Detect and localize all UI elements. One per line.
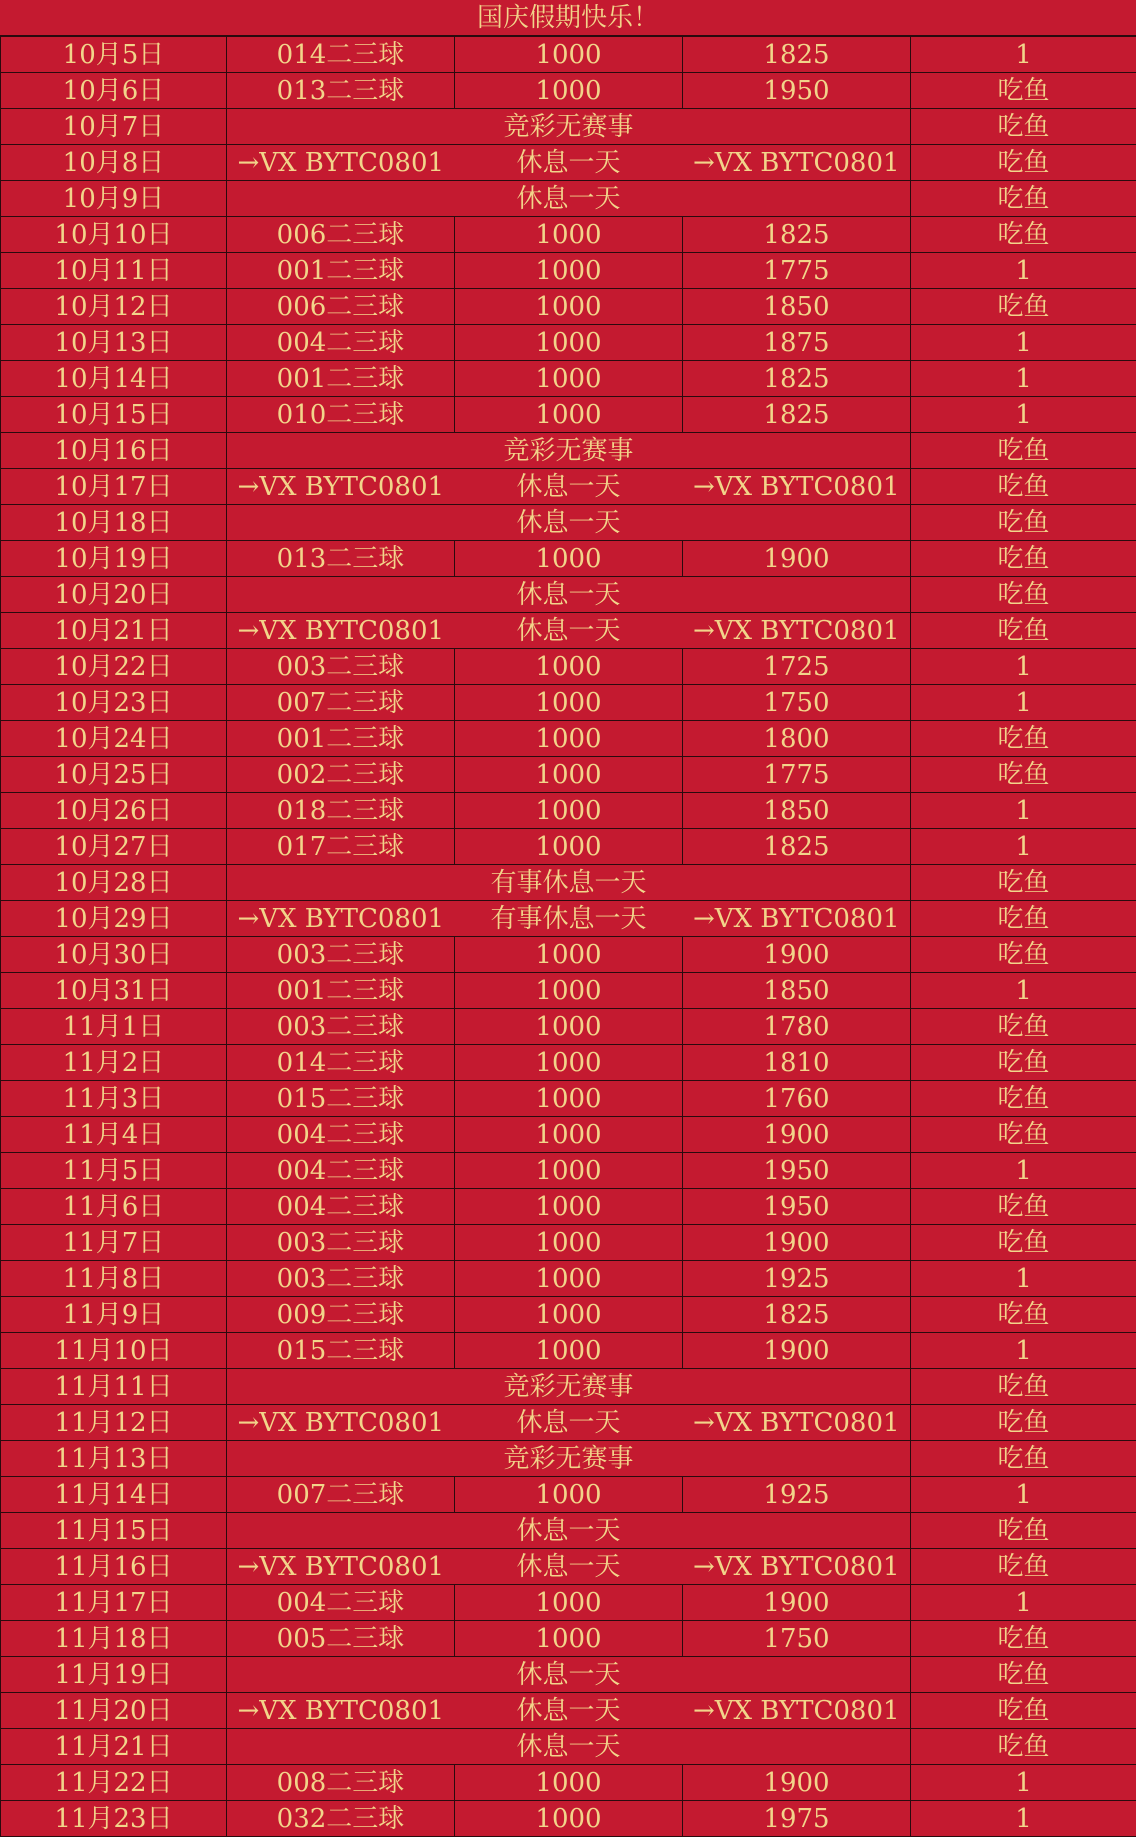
table-row [1, 1297, 1136, 1333]
row-date: 10月27日 [1, 829, 227, 865]
record-table [0, 36, 1136, 1837]
row-contact-left: →VX BYTC0801 [227, 901, 455, 937]
table-row [1, 253, 1136, 289]
table-row [1, 1765, 1136, 1801]
row-result: 吃鱼 [911, 1081, 1136, 1117]
row-note: 有事休息一天 [227, 865, 911, 901]
row-date: 11月10日 [1, 1333, 227, 1369]
table-row [1, 37, 1136, 73]
row-stake: 1000 [455, 397, 683, 433]
row-result: 吃鱼 [911, 1657, 1136, 1693]
row-return: 1925 [683, 1261, 911, 1297]
table-row [1, 1189, 1136, 1225]
row-pick: 032二三球 [227, 1801, 455, 1837]
row-result: 吃鱼 [911, 1189, 1136, 1225]
row-result: 1 [911, 253, 1136, 289]
row-date: 10月23日 [1, 685, 227, 721]
table-row [1, 1513, 1136, 1549]
row-result: 吃鱼 [911, 109, 1136, 145]
row-pick: 009二三球 [227, 1297, 455, 1333]
row-return: 1780 [683, 1009, 911, 1045]
row-date: 10月7日 [1, 109, 227, 145]
row-pick: 001二三球 [227, 721, 455, 757]
row-contact-right: →VX BYTC0801 [683, 1405, 911, 1441]
row-contact-left: →VX BYTC0801 [227, 145, 455, 181]
row-date: 11月1日 [1, 1009, 227, 1045]
table-row [1, 361, 1136, 397]
row-result: 吃鱼 [911, 217, 1136, 253]
table-row [1, 1621, 1136, 1657]
table-row [1, 721, 1136, 757]
row-contact-right: →VX BYTC0801 [683, 1549, 911, 1585]
table-row [1, 577, 1136, 613]
row-return: 1800 [683, 721, 911, 757]
row-date: 10月18日 [1, 505, 227, 541]
row-stake: 1000 [455, 829, 683, 865]
row-date: 11月19日 [1, 1657, 227, 1693]
row-result: 1 [911, 973, 1136, 1009]
row-return: 1900 [683, 1117, 911, 1153]
row-stake: 1000 [455, 1045, 683, 1081]
row-pick: 014二三球 [227, 37, 455, 73]
row-result: 吃鱼 [911, 1693, 1136, 1729]
row-return: 1950 [683, 1153, 911, 1189]
row-stake: 1000 [455, 685, 683, 721]
row-result: 吃鱼 [911, 865, 1136, 901]
table-row [1, 973, 1136, 1009]
row-date: 11月18日 [1, 1621, 227, 1657]
table-row [1, 1693, 1136, 1729]
row-pick: 013二三球 [227, 73, 455, 109]
row-contact-left: →VX BYTC0801 [227, 469, 455, 505]
row-result: 吃鱼 [911, 145, 1136, 181]
table-row [1, 1117, 1136, 1153]
row-pick: 007二三球 [227, 1477, 455, 1513]
table-row [1, 505, 1136, 541]
row-contact-right: →VX BYTC0801 [683, 901, 911, 937]
row-stake: 1000 [455, 1333, 683, 1369]
row-note: 竞彩无赛事 [227, 1369, 911, 1405]
row-result: 吃鱼 [911, 757, 1136, 793]
row-date: 10月19日 [1, 541, 227, 577]
row-date: 10月20日 [1, 577, 227, 613]
row-result: 吃鱼 [911, 433, 1136, 469]
table-row [1, 181, 1136, 217]
row-pick: 017二三球 [227, 829, 455, 865]
row-result: 1 [911, 325, 1136, 361]
row-return: 1900 [683, 541, 911, 577]
table-row [1, 1657, 1136, 1693]
table-row [1, 73, 1136, 109]
row-note: 竞彩无赛事 [227, 109, 911, 145]
row-date: 11月6日 [1, 1189, 227, 1225]
row-date: 10月13日 [1, 325, 227, 361]
row-result: 吃鱼 [911, 1549, 1136, 1585]
row-note: 竞彩无赛事 [227, 433, 911, 469]
sheet-title: 国庆假期快乐！ [0, 0, 1136, 36]
row-return: 1825 [683, 361, 911, 397]
table-row [1, 1225, 1136, 1261]
row-result: 1 [911, 1585, 1136, 1621]
row-result: 1 [911, 829, 1136, 865]
row-date: 10月12日 [1, 289, 227, 325]
row-result: 1 [911, 1333, 1136, 1369]
row-stake: 1000 [455, 253, 683, 289]
row-result: 吃鱼 [911, 577, 1136, 613]
row-pick: 003二三球 [227, 649, 455, 685]
row-result: 吃鱼 [911, 937, 1136, 973]
row-date: 11月7日 [1, 1225, 227, 1261]
row-note: 竞彩无赛事 [227, 1441, 911, 1477]
row-stake: 1000 [455, 325, 683, 361]
row-contact-right: →VX BYTC0801 [683, 1693, 911, 1729]
row-result: 吃鱼 [911, 1441, 1136, 1477]
row-date: 10月28日 [1, 865, 227, 901]
row-date: 10月16日 [1, 433, 227, 469]
row-pick: 001二三球 [227, 361, 455, 397]
row-result: 吃鱼 [911, 1297, 1136, 1333]
table-row [1, 937, 1136, 973]
row-stake: 1000 [455, 1189, 683, 1225]
row-note: 休息一天 [455, 469, 683, 505]
row-date: 10月30日 [1, 937, 227, 973]
row-date: 11月22日 [1, 1765, 227, 1801]
row-return: 1900 [683, 1225, 911, 1261]
row-result: 吃鱼 [911, 541, 1136, 577]
row-date: 11月4日 [1, 1117, 227, 1153]
table-row [1, 433, 1136, 469]
row-pick: 004二三球 [227, 1153, 455, 1189]
row-stake: 1000 [455, 1801, 683, 1837]
row-result: 吃鱼 [911, 721, 1136, 757]
table-row [1, 901, 1136, 937]
row-result: 1 [911, 793, 1136, 829]
row-date: 11月13日 [1, 1441, 227, 1477]
row-date: 11月3日 [1, 1081, 227, 1117]
row-return: 1750 [683, 1621, 911, 1657]
row-pick: 001二三球 [227, 253, 455, 289]
table-row [1, 1369, 1136, 1405]
row-date: 11月20日 [1, 1693, 227, 1729]
row-result: 1 [911, 1477, 1136, 1513]
table-row [1, 469, 1136, 505]
row-result: 吃鱼 [911, 73, 1136, 109]
table-row [1, 865, 1136, 901]
row-pick: 004二三球 [227, 1189, 455, 1225]
row-return: 1825 [683, 397, 911, 433]
row-pick: 007二三球 [227, 685, 455, 721]
row-date: 11月23日 [1, 1801, 227, 1837]
row-return: 1825 [683, 217, 911, 253]
row-stake: 1000 [455, 1117, 683, 1153]
row-note: 休息一天 [227, 1729, 911, 1765]
row-date: 11月15日 [1, 1513, 227, 1549]
row-stake: 1000 [455, 1585, 683, 1621]
row-result: 1 [911, 37, 1136, 73]
row-result: 吃鱼 [911, 1117, 1136, 1153]
row-stake: 1000 [455, 1297, 683, 1333]
row-date: 10月5日 [1, 37, 227, 73]
table-row [1, 1045, 1136, 1081]
table-row [1, 109, 1136, 145]
table-row [1, 649, 1136, 685]
row-result: 吃鱼 [911, 1729, 1136, 1765]
row-result: 吃鱼 [911, 469, 1136, 505]
row-pick: 013二三球 [227, 541, 455, 577]
row-stake: 1000 [455, 1225, 683, 1261]
row-contact-right: →VX BYTC0801 [683, 145, 911, 181]
row-date: 11月21日 [1, 1729, 227, 1765]
row-result: 吃鱼 [911, 1405, 1136, 1441]
row-date: 10月10日 [1, 217, 227, 253]
row-pick: 001二三球 [227, 973, 455, 1009]
row-pick: 004二三球 [227, 1117, 455, 1153]
row-return: 1900 [683, 1765, 911, 1801]
row-pick: 005二三球 [227, 1621, 455, 1657]
row-stake: 1000 [455, 289, 683, 325]
row-date: 10月14日 [1, 361, 227, 397]
row-pick: 015二三球 [227, 1081, 455, 1117]
row-return: 1900 [683, 1333, 911, 1369]
row-date: 10月22日 [1, 649, 227, 685]
row-pick: 003二三球 [227, 1261, 455, 1297]
table-row [1, 793, 1136, 829]
row-return: 1850 [683, 973, 911, 1009]
row-note: 休息一天 [455, 1693, 683, 1729]
row-return: 1760 [683, 1081, 911, 1117]
row-result: 吃鱼 [911, 1225, 1136, 1261]
row-result: 吃鱼 [911, 1513, 1136, 1549]
row-stake: 1000 [455, 649, 683, 685]
row-note: 休息一天 [227, 577, 911, 613]
row-return: 1810 [683, 1045, 911, 1081]
row-stake: 1000 [455, 73, 683, 109]
table-row [1, 541, 1136, 577]
row-result: 1 [911, 1765, 1136, 1801]
table-row [1, 685, 1136, 721]
row-stake: 1000 [455, 1009, 683, 1045]
table-row [1, 1009, 1136, 1045]
row-pick: 006二三球 [227, 289, 455, 325]
table-row [1, 397, 1136, 433]
row-note: 休息一天 [227, 181, 911, 217]
row-contact-left: →VX BYTC0801 [227, 1405, 455, 1441]
row-pick: 008二三球 [227, 1765, 455, 1801]
row-stake: 1000 [455, 1765, 683, 1801]
row-return: 1875 [683, 325, 911, 361]
row-stake: 1000 [455, 1081, 683, 1117]
row-date: 10月25日 [1, 757, 227, 793]
row-return: 1850 [683, 289, 911, 325]
table-row [1, 145, 1136, 181]
row-result: 1 [911, 361, 1136, 397]
row-stake: 1000 [455, 1477, 683, 1513]
row-return: 1825 [683, 829, 911, 865]
row-return: 1850 [683, 793, 911, 829]
row-note: 休息一天 [455, 1405, 683, 1441]
row-contact-right: →VX BYTC0801 [683, 469, 911, 505]
table-row [1, 289, 1136, 325]
row-return: 1925 [683, 1477, 911, 1513]
row-stake: 1000 [455, 37, 683, 73]
table-row [1, 1477, 1136, 1513]
table-row [1, 829, 1136, 865]
row-pick: 003二三球 [227, 1225, 455, 1261]
row-contact-right: →VX BYTC0801 [683, 613, 911, 649]
row-date: 11月5日 [1, 1153, 227, 1189]
row-stake: 1000 [455, 1153, 683, 1189]
row-pick: 010二三球 [227, 397, 455, 433]
table-row [1, 325, 1136, 361]
table-row [1, 1153, 1136, 1189]
row-date: 11月16日 [1, 1549, 227, 1585]
row-stake: 1000 [455, 1621, 683, 1657]
row-result: 吃鱼 [911, 1369, 1136, 1405]
row-return: 1775 [683, 253, 911, 289]
row-pick: 003二三球 [227, 937, 455, 973]
row-pick: 003二三球 [227, 1009, 455, 1045]
table-row [1, 1549, 1136, 1585]
row-return: 1950 [683, 73, 911, 109]
row-date: 11月11日 [1, 1369, 227, 1405]
row-stake: 1000 [455, 721, 683, 757]
row-result: 1 [911, 1153, 1136, 1189]
row-result: 吃鱼 [911, 1621, 1136, 1657]
row-date: 10月15日 [1, 397, 227, 433]
row-return: 1750 [683, 685, 911, 721]
row-date: 10月31日 [1, 973, 227, 1009]
row-contact-left: →VX BYTC0801 [227, 613, 455, 649]
table-row [1, 1441, 1136, 1477]
row-date: 10月9日 [1, 181, 227, 217]
row-pick: 014二三球 [227, 1045, 455, 1081]
table-row [1, 1405, 1136, 1441]
row-pick: 015二三球 [227, 1333, 455, 1369]
row-return: 1825 [683, 37, 911, 73]
table-row [1, 1801, 1136, 1837]
row-stake: 1000 [455, 541, 683, 577]
row-result: 1 [911, 685, 1136, 721]
row-date: 10月17日 [1, 469, 227, 505]
row-date: 10月8日 [1, 145, 227, 181]
row-note: 休息一天 [227, 505, 911, 541]
row-return: 1900 [683, 1585, 911, 1621]
row-result: 吃鱼 [911, 505, 1136, 541]
row-result: 1 [911, 649, 1136, 685]
row-return: 1775 [683, 757, 911, 793]
row-result: 1 [911, 1801, 1136, 1837]
row-stake: 1000 [455, 973, 683, 1009]
row-result: 1 [911, 1261, 1136, 1297]
table-row [1, 1585, 1136, 1621]
row-note: 休息一天 [455, 613, 683, 649]
row-date: 11月8日 [1, 1261, 227, 1297]
row-stake: 1000 [455, 361, 683, 397]
table-row [1, 1261, 1136, 1297]
row-note: 休息一天 [455, 145, 683, 181]
row-pick: 002二三球 [227, 757, 455, 793]
row-pick: 004二三球 [227, 325, 455, 361]
row-result: 吃鱼 [911, 289, 1136, 325]
row-date: 11月17日 [1, 1585, 227, 1621]
row-date: 11月14日 [1, 1477, 227, 1513]
row-result: 吃鱼 [911, 901, 1136, 937]
row-result: 1 [911, 397, 1136, 433]
row-result: 吃鱼 [911, 613, 1136, 649]
row-result: 吃鱼 [911, 181, 1136, 217]
row-return: 1975 [683, 1801, 911, 1837]
row-note: 休息一天 [455, 1549, 683, 1585]
row-return: 1900 [683, 937, 911, 973]
table-row [1, 1729, 1136, 1765]
row-stake: 1000 [455, 1261, 683, 1297]
row-stake: 1000 [455, 757, 683, 793]
row-return: 1950 [683, 1189, 911, 1225]
row-note: 休息一天 [227, 1513, 911, 1549]
table-row [1, 217, 1136, 253]
row-date: 10月21日 [1, 613, 227, 649]
table-row [1, 1081, 1136, 1117]
row-return: 1825 [683, 1297, 911, 1333]
row-pick: 018二三球 [227, 793, 455, 829]
row-date: 10月6日 [1, 73, 227, 109]
row-result: 吃鱼 [911, 1009, 1136, 1045]
row-date: 10月24日 [1, 721, 227, 757]
row-date: 10月26日 [1, 793, 227, 829]
row-note: 有事休息一天 [455, 901, 683, 937]
row-pick: 004二三球 [227, 1585, 455, 1621]
row-date: 11月12日 [1, 1405, 227, 1441]
row-stake: 1000 [455, 937, 683, 973]
table-row [1, 613, 1136, 649]
row-stake: 1000 [455, 793, 683, 829]
row-date: 10月11日 [1, 253, 227, 289]
row-pick: 006二三球 [227, 217, 455, 253]
row-date: 11月2日 [1, 1045, 227, 1081]
table-row [1, 757, 1136, 793]
row-contact-left: →VX BYTC0801 [227, 1549, 455, 1585]
row-contact-left: →VX BYTC0801 [227, 1693, 455, 1729]
row-result: 吃鱼 [911, 1045, 1136, 1081]
row-date: 10月29日 [1, 901, 227, 937]
record-table-body [1, 37, 1136, 1837]
row-stake: 1000 [455, 217, 683, 253]
row-date: 11月9日 [1, 1297, 227, 1333]
row-note: 休息一天 [227, 1657, 911, 1693]
table-row [1, 1333, 1136, 1369]
row-return: 1725 [683, 649, 911, 685]
